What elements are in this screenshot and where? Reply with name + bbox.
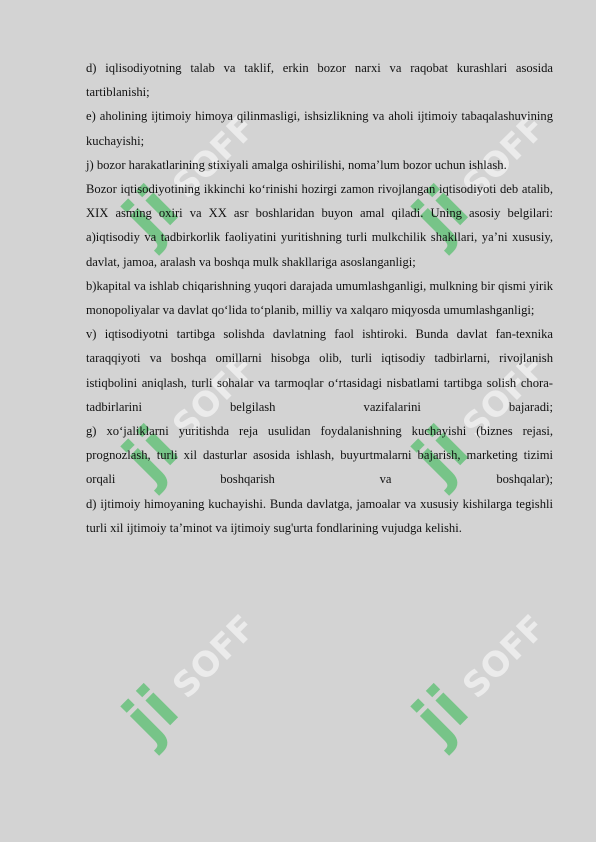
svg-text:SOFF: SOFF <box>455 607 554 707</box>
svg-text:ji: ji <box>109 672 194 756</box>
svg-text:ji: ji <box>399 672 484 756</box>
paragraph: e) aholining ijtimoiy himoya qilinmasligi, ishsizlikning va aholi ijtimoiy tabaqalashuvining kuchayishi; <box>86 109 553 148</box>
svg-text:ji: ji <box>399 172 484 256</box>
paragraph: d) ijtimoiy himoyaning kuchayishi. Bunda davlatga, jamoalar va xususiy kishilarga tegishli turli xil ijtimoiy ta’minot va ijtimoiy sug'urta fondlarining vujudga kelishi. <box>86 496 553 535</box>
watermark-logo-icon <box>360 600 560 800</box>
svg-text:ji: ji <box>399 412 484 496</box>
svg-text:ji: ji <box>109 412 194 496</box>
svg-text:SOFF: SOFF <box>455 347 554 447</box>
svg-text:SOFF: SOFF <box>165 107 264 207</box>
watermark-logo-icon <box>70 600 270 800</box>
document-body <box>86 56 553 540</box>
paragraph: b)kapital va ishlab chiqarishning yuqori darajada umumlashganligi, mulkning bir qismi yirik monopoliyalar va davlat qo‘lida to‘planib, milliy va xalqaro miqyosda umumlashganligi; <box>86 278 553 318</box>
svg-text:SOFF: SOFF <box>455 107 554 207</box>
paragraph: g) xo‘jaliklarni yuritishda reja usulidan foydalanishning kuchayishi (biznes rejasi, prognozlash, turli xil dasturlar asosida ishlash, buyurtmalarni bajarish, marketing tizimi orqali boshqarish va boshqalar); <box>86 424 553 487</box>
svg-text:SOFF: SOFF <box>165 607 264 707</box>
paragraph: a)iqtisodiy va tadbirkorlik faoliyatini yuritishning turli mulkchilik shakllari, ya’ni xususiy, davlat, jamoa, aralash va boshqa mulk shakllariga asoslanganligi; <box>86 230 553 269</box>
paragraph: v) iqtisodiyotni tartibga solishda davlatning faol ishtiroki. Bunda davlat fan-texnika taraqqiyoti va boshqa omillarni hisobga olib, turli iqtisodiy tadbirlarni, rivojlanish istiqbolini aniqlash, turli sohalar va tarmoqlar o‘rtasidagi nisbatlami tartibga solish chora-tadbirlarini belgilash vazifalarini bajaradi; <box>86 327 553 414</box>
paragraph: Bozor iqtisodiyotining ikkinchi ko‘rinishi hozirgi zamon rivojlangan iqtisodiyoti deb atalib, XIX asming oxiri va XX asr boshlaridan buyon amal qiladi. Uning asosiy belgilari: <box>86 182 553 221</box>
svg-text:ji: ji <box>109 172 194 256</box>
paragraph: j) bozor harakatlarining stixiyali amalga oshirilishi, noma’lum bozor uchun ishlash. <box>86 157 507 172</box>
paragraph: d) iqlisodiyotning talab va taklif, erkin bozor narxi va raqobat kurashlari asosida tartiblanishi; <box>86 61 553 100</box>
svg-text:SOFF: SOFF <box>165 347 264 447</box>
